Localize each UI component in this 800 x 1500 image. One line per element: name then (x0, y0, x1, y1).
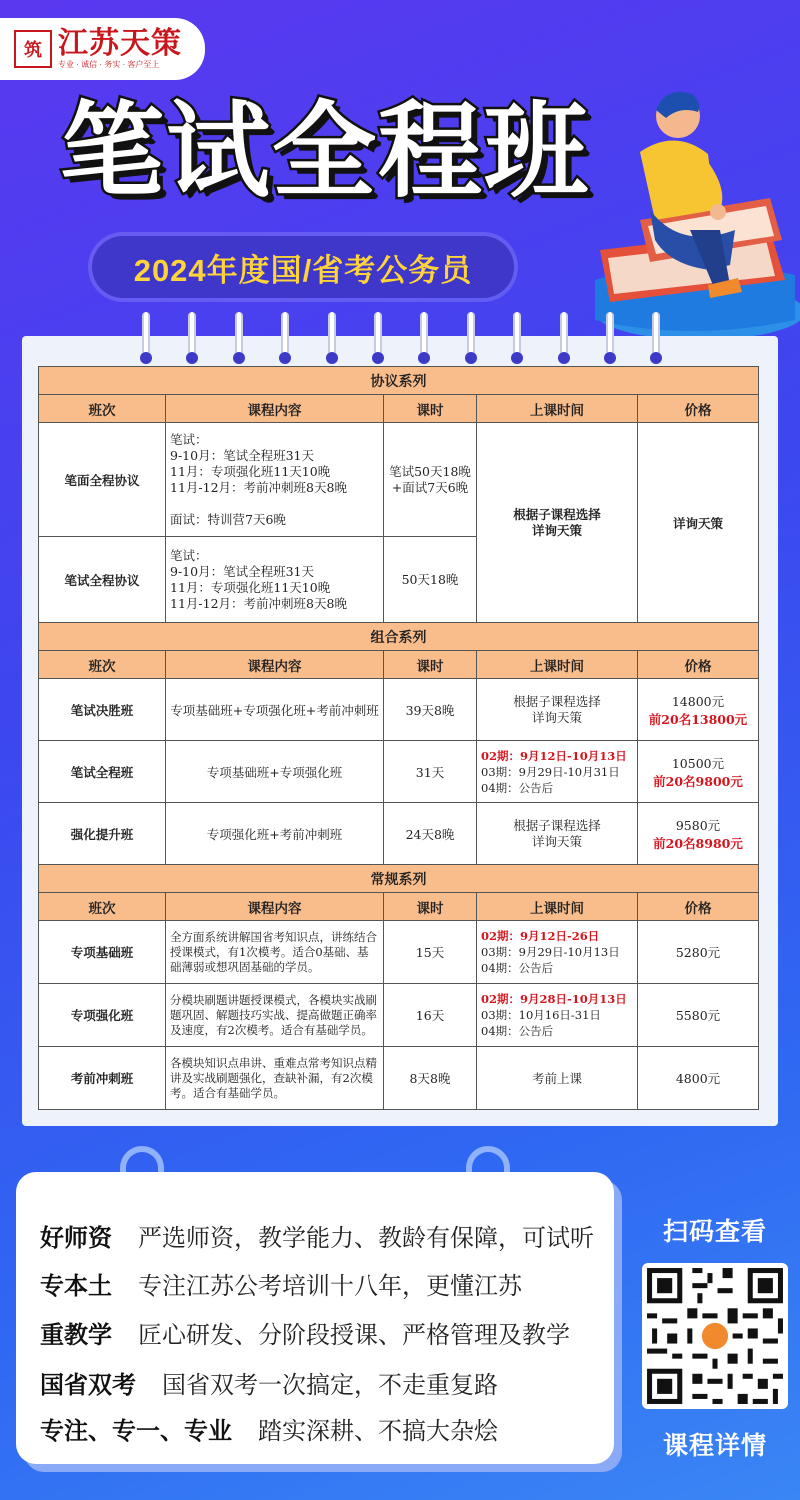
table-row (39, 741, 759, 803)
promo-price: 前20名13800元 (648, 711, 748, 727)
class-name: 笔试决胜班 (39, 679, 166, 741)
column-header: 课程内容 (166, 651, 384, 679)
class-name: 专项基础班 (39, 921, 166, 984)
feature-item (40, 1218, 594, 1253)
course-content: 笔试： 9-10月：笔试全程班31天 11月：专项强化班11天10晚 11月-12月：考前冲刺班8天8晚 面试：特训营7天6晚 (166, 423, 384, 537)
class-time: 根据子课程选择 详询天策 (477, 803, 638, 865)
feature-value: 踏实深耕、不搞大杂烩 (258, 1418, 498, 1445)
class-hours: 39天8晚 (384, 679, 477, 741)
class-name: 笔面全程协议 (39, 423, 166, 537)
course-table-wrapper (38, 366, 758, 1110)
class-time: 根据子课程选择 详询天策 (477, 679, 638, 741)
feature-value: 严选师资，教学能力、教龄有保障，可试听 (138, 1225, 594, 1252)
class-hours: 8天8晚 (384, 1047, 477, 1110)
course-content: 专项基础班+专项强化班 (166, 741, 384, 803)
class-name: 笔试全程协议 (39, 537, 166, 623)
column-header: 上课时间 (477, 893, 638, 921)
qr-code-icon (642, 1263, 788, 1409)
class-hours: 15天 (384, 921, 477, 984)
binder-ring (467, 312, 475, 356)
class-time: 03期：10月16日-31日 04期：公告后 (481, 1008, 601, 1038)
promo-price: 前20名8980元 (653, 835, 743, 851)
feature-value: 国省双考一次搞定，不走重复路 (162, 1372, 498, 1399)
feature-key: 好师资 (40, 1225, 112, 1252)
class-name: 强化提升班 (39, 803, 166, 865)
class-price: 10500元 (671, 755, 725, 771)
column-header: 课时 (384, 395, 477, 423)
column-header: 课时 (384, 893, 477, 921)
section-title: 组合系列 (39, 623, 759, 651)
class-price: 详询天策 (638, 423, 759, 623)
section-title: 常规系列 (39, 865, 759, 893)
feature-item (40, 1266, 522, 1301)
course-content: 各模块知识点串讲、重难点常考知识点精讲及实战刷题强化，查缺补漏，有2次模考。适合有基础学员。 (166, 1047, 384, 1110)
feature-value: 匠心研发、分阶段授课、严格管理及教学 (138, 1322, 570, 1349)
column-header: 价格 (638, 395, 759, 423)
logo-seal: 筑 (14, 30, 52, 68)
course-content: 专项强化班+考前冲刺班 (166, 803, 384, 865)
binder-ring (142, 312, 150, 356)
class-time: 03期：9月29日-10月13日 04期：公告后 (481, 945, 620, 975)
class-price: 14800元 (671, 693, 725, 709)
class-name: 考前冲刺班 (39, 1047, 166, 1110)
qr-code[interactable] (642, 1263, 788, 1409)
binder-ring (513, 312, 521, 356)
class-hours: 50天18晚 (384, 537, 477, 623)
promo-price: 前20名9800元 (653, 773, 743, 789)
class-price: 5580元 (638, 984, 759, 1047)
binder-ring (374, 312, 382, 356)
column-header: 班次 (39, 651, 166, 679)
binder-ring (188, 312, 196, 356)
column-header: 班次 (39, 893, 166, 921)
class-name: 笔试全程班 (39, 741, 166, 803)
class-hours: 24天8晚 (384, 803, 477, 865)
binder-ring (328, 312, 336, 356)
course-content: 专项基础班+专项强化班+考前冲刺班 (166, 679, 384, 741)
binder-ring (560, 312, 568, 356)
subtitle-badge: 2024年度国/省考公务员 (92, 236, 514, 298)
course-content: 分模块刷题讲题授课模式，各模块实战刷题巩固、解题技巧实战、提高做题正确率及速度，有2次模考。适合有基础学员。 (166, 984, 384, 1047)
logo (0, 18, 205, 80)
qr-caption: 课程详情 (662, 1432, 767, 1460)
class-price: 5280元 (638, 921, 759, 984)
binder-ring (652, 312, 660, 356)
feature-key: 重教学 (40, 1322, 112, 1349)
class-hours: 31天 (384, 741, 477, 803)
feature-value: 专注江苏公考培训十八年，更懂江苏 (138, 1273, 522, 1300)
table-row (39, 803, 759, 865)
binder-ring (420, 312, 428, 356)
class-price: 4800元 (638, 1047, 759, 1110)
course-table (38, 366, 759, 1110)
binder-ring (281, 312, 289, 356)
page-title: 笔试全程班 (60, 94, 591, 210)
table-row (39, 679, 759, 741)
class-time-highlight: 02期：9月12日-10月13日 (481, 748, 627, 763)
class-name: 专项强化班 (39, 984, 166, 1047)
feature-key: 专本土 (40, 1273, 112, 1300)
class-hours: 笔试50天18晚 +面试7天6晚 (384, 423, 477, 537)
table-row (39, 984, 759, 1047)
binder-ring (606, 312, 614, 356)
student-on-books-illustration (570, 80, 800, 340)
class-price: 9580元 (675, 817, 721, 833)
qr-title: 扫码查看 (662, 1218, 767, 1246)
class-time: 03期：9月29日-10月31日 04期：公告后 (481, 764, 620, 795)
course-content: 笔试： 9-10月：笔试全程班31天 11月：专项强化班11天10晚 11月-12月：考前冲刺班8天8晚 (166, 537, 384, 623)
table-row (39, 921, 759, 984)
feature-item (40, 1315, 570, 1350)
section-title: 协议系列 (39, 367, 759, 395)
feature-item (40, 1411, 498, 1446)
feature-key: 专注、专一、专业 (40, 1418, 232, 1445)
class-hours: 16天 (384, 984, 477, 1047)
feature-key: 国省双考 (40, 1372, 136, 1399)
column-header: 价格 (638, 651, 759, 679)
binder-ring (235, 312, 243, 356)
column-header: 课时 (384, 651, 477, 679)
class-time: 考前上课 (477, 1047, 638, 1110)
class-time-highlight: 02期：9月12日-26日 (481, 929, 600, 943)
column-header: 价格 (638, 893, 759, 921)
class-time: 根据子课程选择 详询天策 (477, 423, 638, 623)
table-row (39, 423, 759, 537)
logo-slogan: 专业 · 诚信 · 务实 · 客户至上 (58, 60, 160, 69)
column-header: 班次 (39, 395, 166, 423)
table-row (39, 1047, 759, 1110)
column-header: 课程内容 (166, 395, 384, 423)
class-time-highlight: 02期：9月28日-10月13日 (481, 992, 627, 1006)
logo-brand: 江苏天策 (58, 26, 182, 61)
feature-item (40, 1365, 498, 1400)
column-header: 上课时间 (477, 395, 638, 423)
column-header: 上课时间 (477, 651, 638, 679)
column-header: 课程内容 (166, 893, 384, 921)
course-content: 全方面系统讲解国省考知识点，讲练结合授课模式，有1次模考。适合0基础、基础薄弱或想巩固基础的学员。 (166, 921, 384, 984)
